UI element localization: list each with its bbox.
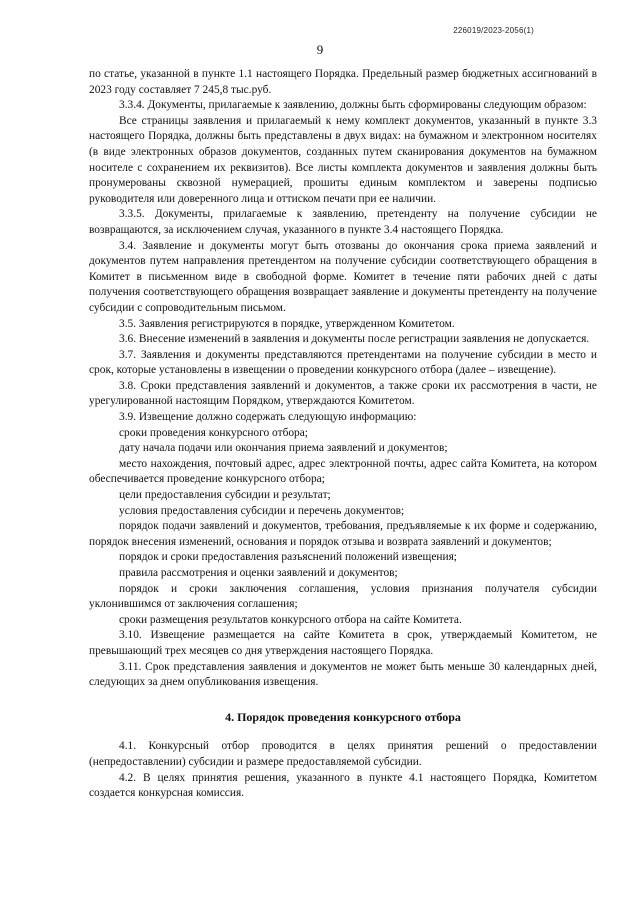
list-item: дату начала подачи или окончания приема заявлений и документов; — [119, 442, 448, 455]
paragraph: 3.3.5. Документы, прилагаемые к заявлению, претенденту на получение субсидии не возвращаются, за исключением случая, указанного в пункте 3.4 настоящего Порядка. — [89, 208, 597, 236]
page-number: 9 — [316, 42, 324, 57]
list-item: порядок подачи заявлений и документов, требования, предъявляемые к их форме и содержанию, порядок внесения изменений, основания и порядок отзыва и возврата заявлений и документов; — [89, 520, 597, 548]
list-item: условия предоставления субсидии и перечень документов; — [119, 504, 405, 517]
document-body — [89, 67, 597, 802]
paragraph: 3.3.4. Документы, прилагаемые к заявлению, должны быть сформированы следующим образом: — [119, 99, 587, 112]
paragraph: Все страницы заявления и прилагаемый к нему комплект документов, указанный в пункте 3.3 настоящего Порядка, должны быть представлены в двух видах: на бумажном и электронном носителях (в виде электронных образов документов, созданных путем сканирования документов на бумажном носителе с сохранением их реквизитов). Все листы комплекта документов и заявления должны быть пронумерованы сквозной нумерацией, прошиты единым комплектом и заверены подписью руководителя или доверенного лица и оттиском печати при ее наличии. — [89, 114, 597, 205]
section-heading: 4. Порядок проведения конкурсного отбора — [225, 709, 461, 724]
paragraph: 3.11. Срок представления заявления и документов не может быть меньше 30 календарных дней, следующих за днем опубликования извещения. — [89, 660, 597, 689]
document-number: 226019/2023-2056(1) — [453, 26, 534, 35]
paragraph: 3.5. Заявления регистрируются в порядке, утвержденном Комитетом. — [119, 317, 455, 330]
list-item: сроки проведения конкурсного отбора; — [119, 426, 308, 439]
list-item: место нахождения, почтовый адрес, адрес электронной почты, адрес сайта Комитета, на котором обеспечивается проведение конкурсного отбора; — [89, 457, 597, 486]
list-item: порядок и сроки предоставления разъяснений положений извещения; — [119, 551, 457, 564]
list-item: цели предоставления субсидии и результат; — [119, 489, 331, 502]
paragraph: 4.2. В целях принятия решения, указанного в пункте 4.1 настоящего Порядка, Комитетом создается конкурсная комиссия. — [89, 771, 597, 800]
paragraph: 3.9. Извещение должно содержать следующую информацию: — [119, 411, 417, 424]
list-item: правила рассмотрения и оценки заявлений и документов; — [119, 567, 398, 579]
paragraph: 3.6. Внесение изменений в заявления и документы после регистрации заявления не допускается. — [119, 333, 590, 346]
paragraph: 3.10. Извещение размещается на сайте Комитета в срок, утверждаемый Комитетом, не превышающий трех месяцев со дня утверждения настоящего Порядка. — [89, 629, 597, 657]
paragraph: по статье, указанной в пункте 1.1 настоящего Порядка. Предельный размер бюджетных ассигнований в 2023 году составляет 7 245,8 тыс.руб. — [89, 68, 597, 96]
paragraph: 4.1. Конкурсный отбор проводится в целях принятия решений о предоставлении (непредоставлении) субсидии и размере предоставляемой субсидии. — [89, 740, 597, 768]
list-item: порядок и сроки заключения соглашения, условия признания получателя субсидии уклонившимся от заключения соглашения; — [89, 582, 597, 611]
paragraph: 3.8. Сроки представления заявлений и документов, а также сроки их рассмотрения в части, не урегулированной настоящим Порядком, утверждаются Комитетом. — [89, 379, 597, 408]
paragraph: 3.4. Заявление и документы могут быть отозваны до окончания срока приема заявлений и документов путем направления претендентом на получение субсидии соответствующего обращения в Комитет в письменном виде в свободной форме. Комитет в течение пяти рабочих дней с даты получения соответствующего обращения возвращает заявление и документы претенденту на получение субсидии с сопроводительным письмом. — [89, 239, 597, 314]
list-item: сроки размещения результатов конкурсного отбора на сайте Комитета. — [119, 613, 462, 626]
paragraph: 3.7. Заявления и документы представляются претендентами на получение субсидии в место и срок, которые установлены в извещении о проведении конкурсного отбора (далее – извещение). — [89, 348, 597, 377]
